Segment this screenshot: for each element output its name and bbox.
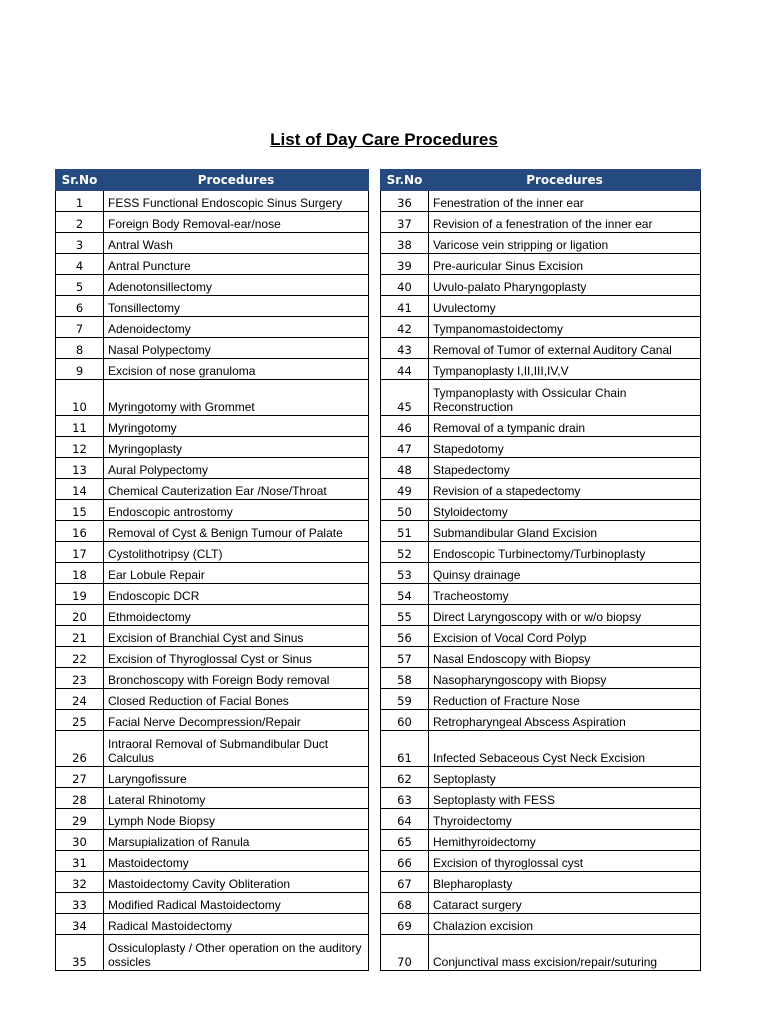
sr-no-cell: 60 — [381, 710, 429, 731]
procedure-cell: Hemithyroidectomy — [429, 830, 701, 851]
sr-no-cell: 39 — [381, 254, 429, 275]
procedure-cell: Closed Reduction of Facial Bones — [104, 689, 369, 710]
sr-no-cell: 5 — [56, 275, 104, 296]
procedure-cell: Excision of thyroglossal cyst — [429, 851, 701, 872]
table-row — [56, 233, 369, 254]
table-row — [56, 914, 369, 935]
procedure-cell: Lymph Node Biopsy — [104, 809, 369, 830]
procedure-cell: Submandibular Gland Excision — [429, 521, 701, 542]
table-row — [56, 437, 369, 458]
procedure-cell: Adenotonsillectomy — [104, 275, 369, 296]
table-row — [56, 191, 369, 212]
sr-no-cell: 59 — [381, 689, 429, 710]
procedure-cell: Ossiculoplasty / Other operation on the auditory ossicles — [104, 935, 369, 971]
sr-no-cell: 3 — [56, 233, 104, 254]
table-row — [381, 437, 701, 458]
table-row — [56, 788, 369, 809]
procedure-cell: Revision of a fenestration of the inner ear — [429, 212, 701, 233]
sr-no-cell: 11 — [56, 416, 104, 437]
procedure-cell: Modified Radical Mastoidectomy — [104, 893, 369, 914]
procedure-cell: Septoplasty — [429, 767, 701, 788]
sr-no-cell: 47 — [381, 437, 429, 458]
procedure-cell: Excision of Thyroglossal Cyst or Sinus — [104, 647, 369, 668]
procedure-cell: Foreign Body Removal-ear/nose — [104, 212, 369, 233]
table-row — [381, 317, 701, 338]
table-row — [56, 731, 369, 767]
table-row — [381, 254, 701, 275]
table-row — [381, 212, 701, 233]
table-row — [381, 191, 701, 212]
sr-no-cell: 17 — [56, 542, 104, 563]
procedure-cell: Direct Laryngoscopy with or w/o biopsy — [429, 605, 701, 626]
sr-no-cell: 42 — [381, 317, 429, 338]
sr-no-cell: 24 — [56, 689, 104, 710]
table-row — [56, 935, 369, 971]
procedure-cell: Lateral Rhinotomy — [104, 788, 369, 809]
table-row — [381, 809, 701, 830]
procedure-cell: Revision of a stapedectomy — [429, 479, 701, 500]
procedure-cell: Intraoral Removal of Submandibular Duct Calculus — [104, 731, 369, 767]
procedure-cell: Cataract surgery — [429, 893, 701, 914]
procedure-cell: Ethmoidectomy — [104, 605, 369, 626]
table-row — [56, 296, 369, 317]
sr-no-cell: 7 — [56, 317, 104, 338]
table-row — [56, 689, 369, 710]
procedure-cell: Cystolithotripsy (CLT) — [104, 542, 369, 563]
procedure-cell: Stapedotomy — [429, 437, 701, 458]
table-row — [381, 479, 701, 500]
table-row — [381, 563, 701, 584]
procedure-cell: Facial Nerve Decompression/Repair — [104, 710, 369, 731]
procedure-cell: Uvulo-palato Pharyngoplasty — [429, 275, 701, 296]
sr-no-cell: 37 — [381, 212, 429, 233]
sr-no-cell: 16 — [56, 521, 104, 542]
procedure-cell: Excision of nose granuloma — [104, 359, 369, 380]
procedure-cell: Excision of Vocal Cord Polyp — [429, 626, 701, 647]
table-row — [381, 647, 701, 668]
sr-no-cell: 55 — [381, 605, 429, 626]
table-row — [381, 767, 701, 788]
table-row — [381, 416, 701, 437]
table-header-row — [381, 170, 701, 191]
table-row — [381, 893, 701, 914]
procedure-cell: Retropharyngeal Abscess Aspiration — [429, 710, 701, 731]
sr-no-cell: 67 — [381, 872, 429, 893]
table-row — [56, 647, 369, 668]
sr-no-cell: 22 — [56, 647, 104, 668]
procedure-cell: Marsupialization of Ranula — [104, 830, 369, 851]
procedure-cell: FESS Functional Endoscopic Sinus Surgery — [104, 191, 369, 212]
procedure-cell: Chalazion excision — [429, 914, 701, 935]
procedure-cell: Aural Polypectomy — [104, 458, 369, 479]
procedure-cell: Tracheostomy — [429, 584, 701, 605]
procedure-cell: Mastoidectomy — [104, 851, 369, 872]
sr-no-cell: 53 — [381, 563, 429, 584]
procedure-cell: Myringotomy with Grommet — [104, 380, 369, 416]
table-row — [56, 809, 369, 830]
table-row — [381, 233, 701, 254]
procedures-header: Procedures — [429, 170, 701, 191]
procedure-cell: Blepharoplasty — [429, 872, 701, 893]
procedure-cell: Varicose vein stripping or ligation — [429, 233, 701, 254]
table-row — [56, 584, 369, 605]
sr-no-cell: 21 — [56, 626, 104, 647]
table-row — [56, 458, 369, 479]
procedure-cell: Fenestration of the inner ear — [429, 191, 701, 212]
sr-no-cell: 38 — [381, 233, 429, 254]
table-row — [381, 710, 701, 731]
table-row — [381, 935, 701, 971]
procedures-table-left — [55, 169, 369, 971]
procedure-cell: Removal of a tympanic drain — [429, 416, 701, 437]
procedure-cell: Excision of Branchial Cyst and Sinus — [104, 626, 369, 647]
table-row — [381, 500, 701, 521]
page-title: List of Day Care Procedures — [270, 130, 498, 149]
table-row — [381, 668, 701, 689]
procedure-cell: Tympanoplasty with Ossicular Chain Reconstruction — [429, 380, 701, 416]
sr-no-cell: 56 — [381, 626, 429, 647]
table-row — [381, 872, 701, 893]
sr-no-cell: 6 — [56, 296, 104, 317]
procedure-cell: Nasal Endoscopy with Biopsy — [429, 647, 701, 668]
sr-no-cell: 19 — [56, 584, 104, 605]
table-row — [56, 380, 369, 416]
table-row — [381, 458, 701, 479]
sr-no-cell: 61 — [381, 731, 429, 767]
sr-no-cell: 54 — [381, 584, 429, 605]
table-row — [56, 338, 369, 359]
table-row — [381, 380, 701, 416]
sr-no-cell: 58 — [381, 668, 429, 689]
sr-no-cell: 18 — [56, 563, 104, 584]
sr-no-cell: 34 — [56, 914, 104, 935]
table-row — [381, 914, 701, 935]
procedure-cell: Nasal Polypectomy — [104, 338, 369, 359]
sr-no-cell: 49 — [381, 479, 429, 500]
procedure-cell: Thyroidectomy — [429, 809, 701, 830]
procedure-cell: Styloidectomy — [429, 500, 701, 521]
sr-no-cell: 63 — [381, 788, 429, 809]
procedure-cell: Radical Mastoidectomy — [104, 914, 369, 935]
sr-no-cell: 45 — [381, 380, 429, 416]
sr-no-cell: 66 — [381, 851, 429, 872]
table-row — [56, 626, 369, 647]
table-row — [381, 584, 701, 605]
sr-no-cell: 29 — [56, 809, 104, 830]
sr-no-cell: 20 — [56, 605, 104, 626]
table-row — [56, 767, 369, 788]
table-row — [56, 872, 369, 893]
procedure-cell: Antral Puncture — [104, 254, 369, 275]
table-row — [56, 359, 369, 380]
table-row — [56, 254, 369, 275]
sr-no-cell: 57 — [381, 647, 429, 668]
sr-no-cell: 44 — [381, 359, 429, 380]
table-row — [56, 830, 369, 851]
procedure-cell: Tympanoplasty I,II,III,IV,V — [429, 359, 701, 380]
sr-no-cell: 13 — [56, 458, 104, 479]
sr-no-cell: 62 — [381, 767, 429, 788]
table-row — [381, 338, 701, 359]
table-row — [56, 212, 369, 233]
procedure-cell: Tonsillectomy — [104, 296, 369, 317]
table-row — [56, 668, 369, 689]
sr-no-cell: 64 — [381, 809, 429, 830]
procedure-cell: Quinsy drainage — [429, 563, 701, 584]
procedure-cell: Pre-auricular Sinus Excision — [429, 254, 701, 275]
table-row — [381, 521, 701, 542]
procedure-cell: Infected Sebaceous Cyst Neck Excision — [429, 731, 701, 767]
table-row — [381, 851, 701, 872]
procedure-cell: Mastoidectomy Cavity Obliteration — [104, 872, 369, 893]
procedure-cell: Conjunctival mass excision/repair/suturing — [429, 935, 701, 971]
sr-no-cell: 25 — [56, 710, 104, 731]
procedure-cell: Removal of Tumor of external Auditory Canal — [429, 338, 701, 359]
sr-no-cell: 23 — [56, 668, 104, 689]
sr-no-cell: 40 — [381, 275, 429, 296]
procedures-header: Procedures — [104, 170, 369, 191]
table-row — [381, 830, 701, 851]
procedure-cell: Removal of Cyst & Benign Tumour of Palate — [104, 521, 369, 542]
table-row — [56, 416, 369, 437]
sr-no-cell: 41 — [381, 296, 429, 317]
table-row — [381, 788, 701, 809]
sr-no-cell: 43 — [381, 338, 429, 359]
sr-no-cell: 46 — [381, 416, 429, 437]
table-row — [381, 275, 701, 296]
procedure-cell: Bronchoscopy with Foreign Body removal — [104, 668, 369, 689]
procedure-cell: Antral Wash — [104, 233, 369, 254]
srno-header: Sr.No — [381, 170, 429, 191]
table-row — [56, 542, 369, 563]
procedure-cell: Nasopharyngoscopy with Biopsy — [429, 668, 701, 689]
table-row — [381, 731, 701, 767]
sr-no-cell: 32 — [56, 872, 104, 893]
procedure-cell: Tympanomastoidectomy — [429, 317, 701, 338]
procedure-cell: Laryngofissure — [104, 767, 369, 788]
table-row — [56, 563, 369, 584]
procedures-table-right — [380, 169, 701, 971]
procedure-cell: Endoscopic antrostomy — [104, 500, 369, 521]
sr-no-cell: 48 — [381, 458, 429, 479]
sr-no-cell: 14 — [56, 479, 104, 500]
table-row — [56, 893, 369, 914]
table-row — [381, 359, 701, 380]
table-row — [381, 689, 701, 710]
table-row — [56, 317, 369, 338]
table-row — [56, 851, 369, 872]
procedure-cell: Stapedectomy — [429, 458, 701, 479]
sr-no-cell: 33 — [56, 893, 104, 914]
sr-no-cell: 12 — [56, 437, 104, 458]
sr-no-cell: 4 — [56, 254, 104, 275]
procedure-cell: Septoplasty with FESS — [429, 788, 701, 809]
sr-no-cell: 9 — [56, 359, 104, 380]
sr-no-cell: 70 — [381, 935, 429, 971]
table-row — [56, 275, 369, 296]
sr-no-cell: 15 — [56, 500, 104, 521]
sr-no-cell: 8 — [56, 338, 104, 359]
sr-no-cell: 35 — [56, 935, 104, 971]
sr-no-cell: 2 — [56, 212, 104, 233]
table-row — [381, 605, 701, 626]
sr-no-cell: 36 — [381, 191, 429, 212]
procedure-cell: Myringotomy — [104, 416, 369, 437]
sr-no-cell: 28 — [56, 788, 104, 809]
sr-no-cell: 30 — [56, 830, 104, 851]
table-row — [56, 479, 369, 500]
procedure-cell: Adenoidectomy — [104, 317, 369, 338]
table-row — [56, 521, 369, 542]
sr-no-cell: 10 — [56, 380, 104, 416]
sr-no-cell: 65 — [381, 830, 429, 851]
sr-no-cell: 68 — [381, 893, 429, 914]
table-row — [381, 296, 701, 317]
sr-no-cell: 52 — [381, 542, 429, 563]
procedure-cell: Chemical Cauterization Ear /Nose/Throat — [104, 479, 369, 500]
sr-no-cell: 50 — [381, 500, 429, 521]
sr-no-cell: 1 — [56, 191, 104, 212]
table-row — [56, 710, 369, 731]
procedure-cell: Endoscopic Turbinectomy/Turbinoplasty — [429, 542, 701, 563]
sr-no-cell: 26 — [56, 731, 104, 767]
table-header-row — [56, 170, 369, 191]
table-row — [56, 605, 369, 626]
sr-no-cell: 31 — [56, 851, 104, 872]
table-row — [381, 542, 701, 563]
procedure-cell: Endoscopic DCR — [104, 584, 369, 605]
procedure-cell: Ear Lobule Repair — [104, 563, 369, 584]
table-row — [381, 626, 701, 647]
procedure-cell: Myringoplasty — [104, 437, 369, 458]
table-row — [56, 500, 369, 521]
sr-no-cell: 51 — [381, 521, 429, 542]
sr-no-cell: 69 — [381, 914, 429, 935]
procedure-cell: Uvulectomy — [429, 296, 701, 317]
srno-header: Sr.No — [56, 170, 104, 191]
procedure-cell: Reduction of Fracture Nose — [429, 689, 701, 710]
sr-no-cell: 27 — [56, 767, 104, 788]
